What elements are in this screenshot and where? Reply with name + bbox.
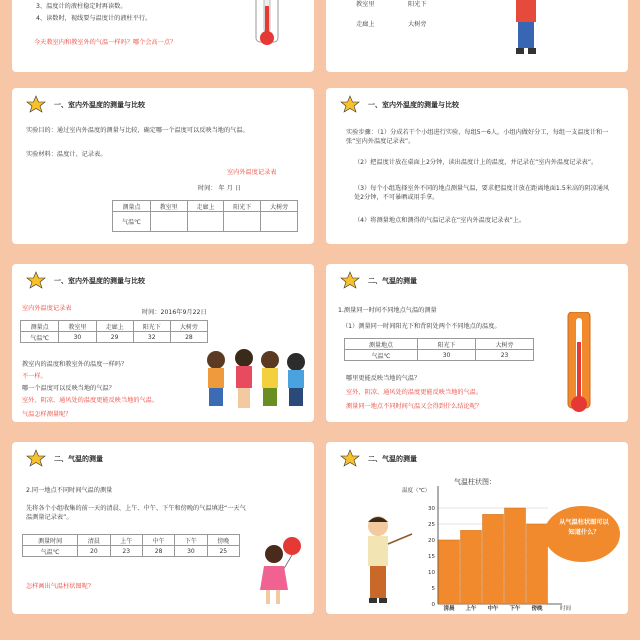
chart-ytick-label: 15: [428, 554, 435, 560]
slide5-a2: 室外、阴凉、通风处的温度更能反映当地的气温。: [22, 397, 159, 404]
table-cell: 30: [175, 546, 207, 557]
slide6-q2: 测量同一地点不同时间气温又会得到什么结论呢？: [346, 403, 483, 410]
slide3-table: [112, 200, 298, 232]
table-cell: 23: [110, 546, 142, 557]
table-header: 大树旁: [170, 321, 207, 332]
chart-xtick-label: 上午: [465, 606, 477, 612]
table-header: 走廊上: [96, 321, 133, 332]
chart-ytick-label: 30: [428, 506, 435, 512]
table-header: 上午: [110, 535, 142, 546]
slide4-title: 一、室内外温度的测量与比较: [368, 101, 459, 109]
chart-ylabel: 温度（℃）: [402, 488, 431, 494]
table-header: 教室里: [150, 201, 187, 212]
star-icon: [338, 270, 362, 290]
slide5-q3: 气温怎样测量呢？: [22, 411, 72, 418]
star-icon: [24, 270, 48, 290]
chart-ytick-label: 25: [428, 522, 435, 528]
table-header: 傍晚: [207, 535, 239, 546]
speech-bubble-text: 从气温柱状图可以知道什么？: [559, 519, 609, 536]
slide7-l1: 2.同一地点不同时间气温的测量: [26, 487, 113, 494]
star-icon: [24, 448, 48, 468]
slide-6: [326, 264, 628, 422]
slide-4: [326, 88, 628, 244]
slide3-table-title: 室内外温度记录表: [227, 169, 277, 176]
chart-ytick-label: 0: [431, 602, 435, 608]
slide3-title: 一、室内外温度的测量与比较: [54, 101, 145, 109]
slide5-table: [20, 320, 208, 343]
slide8-title: 二、气温的测量: [368, 455, 417, 463]
table-header: 下午: [175, 535, 207, 546]
slide7-table: [22, 534, 240, 557]
slide5-q1: 教室内的温度和教室外的温度一样吗？: [22, 361, 128, 368]
slide-8: [326, 442, 628, 614]
table-cell: 30: [59, 332, 96, 343]
slide-1: [12, 0, 314, 72]
slide6-q1: 哪里更能反映当地的气温？: [346, 375, 421, 382]
table-header: 大树旁: [476, 339, 534, 350]
slide-2: [326, 0, 628, 72]
table-header: 测量点: [113, 201, 151, 212]
slide1-question: 今天教室内和教室外的气温一样吗？哪个会高一点？: [34, 39, 177, 46]
table-header: 阳光下: [418, 339, 476, 350]
table-cell: 29: [96, 332, 133, 343]
chart-ytick-label: 5: [431, 586, 435, 592]
chart-xtick-label: 中午: [487, 606, 499, 612]
chart-bar: [461, 530, 482, 604]
table-cell: 25: [207, 546, 239, 557]
table-header: 测量时间: [23, 535, 78, 546]
table-header: 阳光下: [224, 201, 261, 212]
slide5-time: 时间：2016年9月22日: [142, 309, 207, 316]
slide7-question: 怎样画出气温柱状图呢？: [26, 583, 95, 590]
slide4-step-1: 实验步骤：（1）分成若干个小组进行实验，每组5～6人，小组内做好分工，每组一支温度计和一张“室内外温度记录表”。: [346, 129, 609, 145]
table-cell: 28: [142, 546, 174, 557]
table-header: 教室里: [59, 321, 96, 332]
table-cell: 28: [170, 332, 207, 343]
slide6-title: 二、气温的测量: [368, 277, 417, 285]
chart-ytick-label: 20: [428, 538, 435, 544]
table-header: 大树旁: [261, 201, 298, 212]
slide4-step-2: （2）把温度计放在桌面上2分钟，读出温度计上的温度，并记录在“室内外温度记录表”。: [354, 159, 598, 166]
table-row-label: 气温℃: [113, 212, 151, 232]
children-illustration: [200, 346, 310, 420]
chart-xtick-label: 傍晚: [531, 606, 543, 612]
chart-xtick-label: 清晨: [443, 606, 455, 612]
slide-3: [12, 88, 314, 244]
table-header: 清晨: [78, 535, 110, 546]
slide4-step-4: （4）将测量地点和测得的气温记录在“室内外温度记录表”上。: [354, 217, 526, 224]
chart-xlabel: 时间: [560, 606, 572, 612]
thermometer-icon: [564, 312, 594, 418]
table-header: 走廊上: [187, 201, 224, 212]
chart-bar: [505, 508, 526, 604]
chart-bar: [483, 514, 504, 604]
table-cell: 气温℃: [23, 546, 78, 557]
slide1-line-1: 3、温度计的液柱稳定时再读数。: [36, 3, 127, 10]
chart-bar: [439, 540, 460, 604]
star-icon: [24, 94, 48, 114]
star-icon: [338, 94, 362, 114]
slide6-a1: 室外、阴凉、通风处的温度更能反映当地的气温。: [346, 389, 483, 396]
table-header: 测量点: [21, 321, 59, 332]
slide5-q2: 哪一个温度可以反映当地的气温？: [22, 385, 115, 392]
thermometer-icon: [252, 0, 282, 50]
slide2-cell-3: 走廊上: [356, 21, 375, 28]
star-icon: [338, 448, 362, 468]
table-cell: 20: [78, 546, 110, 557]
chart-ytick-label: 10: [428, 570, 435, 576]
slide3-purpose: 实验目的：通过室内外温度的测量与比较，确定哪一个温度可以反映当地的气温。: [26, 127, 249, 134]
table-cell: 气温℃: [21, 332, 59, 343]
slide6-table: [344, 338, 534, 361]
table-header: 中午: [142, 535, 174, 546]
slide2-cell-1: 教室里: [356, 1, 375, 8]
slide-5: [12, 264, 314, 422]
girl-balloon-illustration: [252, 532, 308, 610]
table-header: 阳光下: [133, 321, 170, 332]
slide5-title: 一、室内外温度的测量与比较: [54, 277, 145, 285]
slide7-l2: 先将各个小组收集的前一天的清晨、上午、中午、下午和傍晚的气温填进“一天气温测量记录表”。: [26, 505, 246, 521]
slide-7: [12, 442, 314, 614]
chart-title: 气温柱状图：: [454, 478, 496, 486]
table-header: 测量地点: [345, 339, 418, 350]
slide2-cell-4: 大树旁: [408, 21, 427, 28]
slide3-materials: 实验材料：温度计、记录表。: [26, 151, 107, 158]
slide4-step-3: （3）每个小组选择室外不同的地点测量气温，要求把温度计放在距离地面1.5米高的阴凉通风处2分钟，不可暴晒或用手拿。: [354, 185, 610, 201]
slide5-table-title: 室内外温度记录表: [22, 305, 72, 312]
slide5-a1: 不一样。: [22, 373, 47, 380]
table-cell: 32: [133, 332, 170, 343]
slide2-cell-2: 阳光下: [408, 1, 427, 8]
chart-xtick-label: 下午: [509, 606, 521, 612]
slide6-l2: （1）测量同一时间阳光下和背阴处两个不同地点的温度。: [342, 323, 501, 330]
slide7-title: 二、气温的测量: [54, 455, 103, 463]
student-illustration: [506, 0, 546, 62]
table-cell: 气温℃: [345, 350, 418, 361]
slide1-line-2: 4、读数时，视线要与温度计的液柱平行。: [36, 15, 152, 22]
slide6-l1: 1.测量同一时间不同地点气温的测量: [338, 307, 437, 314]
slide3-time: 时间： 年 月 日: [198, 185, 242, 192]
table-cell: 23: [476, 350, 534, 361]
table-cell: 30: [418, 350, 476, 361]
